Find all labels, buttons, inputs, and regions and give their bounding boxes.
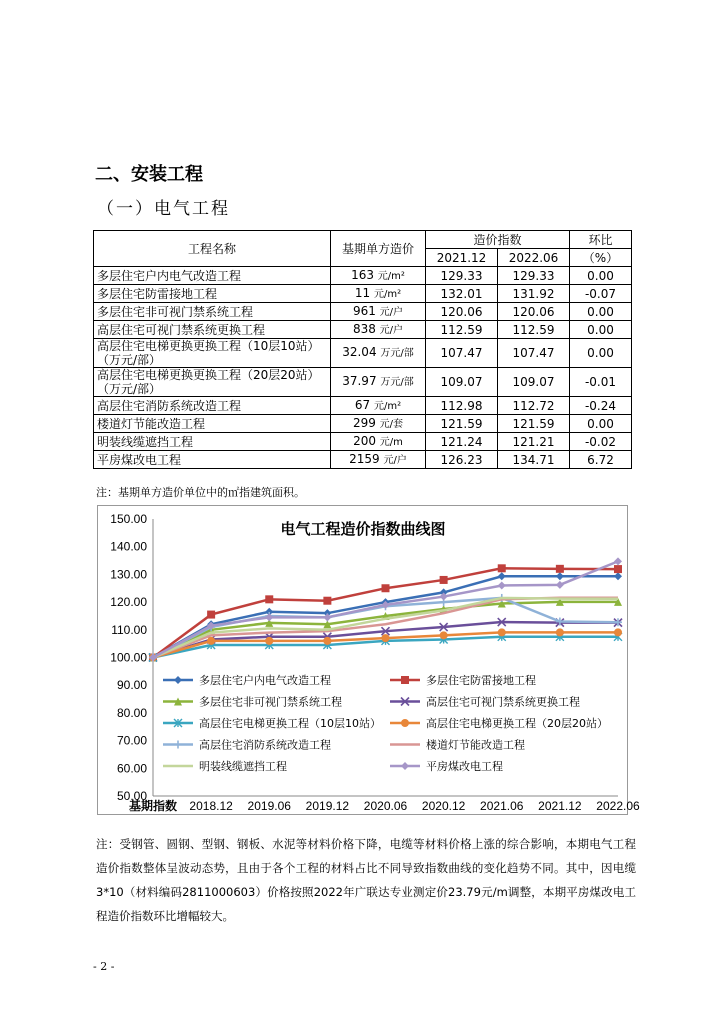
price-unit: 万元/部: [380, 377, 414, 388]
row-base-price: [331, 285, 426, 303]
table-row: [94, 267, 632, 285]
row-name: 高层住宅消防系统改造工程: [94, 397, 331, 415]
data-point: [265, 613, 273, 621]
header-change-unit: （%）: [570, 249, 632, 267]
data-point: [323, 637, 331, 645]
row-change: -0.24: [570, 397, 632, 415]
data-point: [498, 572, 506, 580]
table-row: [94, 368, 632, 397]
data-point: [614, 572, 622, 580]
header-name: 工程名称: [94, 231, 331, 267]
data-point: [498, 628, 506, 636]
price-unit: 元/套: [379, 418, 404, 430]
legend-label: 多层住宅户内电气改造工程: [199, 674, 331, 687]
data-point: [498, 564, 506, 572]
price-unit: 元/m²: [377, 270, 405, 282]
row-index-2021-12: 109.07: [426, 368, 498, 397]
data-point: [556, 565, 564, 573]
y-tick-label: 110.00: [111, 622, 147, 637]
row-change: 0.00: [570, 321, 632, 339]
page-number: - 2 -: [93, 960, 115, 973]
price-unit: 元/m²: [373, 288, 402, 300]
header-period2: 2022.06: [498, 249, 570, 267]
row-name: 平房煤改电工程: [94, 451, 331, 469]
price-value: 838: [352, 321, 380, 336]
section-title: 二、安装工程: [95, 164, 203, 185]
y-tick-label: 90.00: [116, 678, 147, 693]
row-change: 0.00: [570, 303, 632, 321]
row-index-2021-12: 112.98: [426, 397, 498, 415]
data-point: [323, 597, 331, 605]
price-unit: 元/户: [383, 454, 407, 466]
price-value: 37.97: [342, 374, 381, 388]
table-row: [94, 303, 632, 321]
table-row: [94, 397, 632, 415]
x-tick-label: 2019.12: [305, 799, 350, 813]
price-unit: 万元/部: [380, 348, 414, 359]
x-tick-label: 2022.06: [596, 799, 640, 813]
data-point: [174, 676, 182, 684]
legend-label: 高层住宅可视门禁系统更换工程: [426, 695, 580, 709]
row-index-2021-12: 132.01: [426, 285, 498, 303]
price-value: 2159: [349, 451, 384, 466]
row-name: 多层住宅非可视门禁系统工程: [94, 303, 331, 321]
legend-label: 楼道灯节能改造工程: [426, 738, 525, 752]
row-index-2022-06: 129.33: [498, 267, 570, 285]
data-point: [265, 637, 273, 645]
cost-index-table: [93, 230, 632, 469]
row-index-2022-06: 131.92: [498, 285, 570, 303]
table-row: [94, 339, 632, 368]
y-tick-label: 80.00: [116, 705, 147, 720]
x-tick-label: 2021.12: [538, 799, 582, 813]
row-base-price: [331, 321, 426, 339]
data-point: [265, 595, 273, 603]
row-index-2021-12: 126.23: [426, 451, 498, 469]
price-value: 299: [352, 415, 380, 430]
x-tick-label: 2019.06: [247, 799, 291, 813]
legend-label: 多层住宅非可视门禁系统工程: [199, 695, 342, 709]
x-tick-label: 基期指数: [128, 799, 178, 813]
header-base-price: 基期单方造价: [331, 231, 426, 267]
row-index-2021-12: 121.24: [426, 433, 498, 451]
table-row: [94, 451, 632, 469]
row-index-2022-06: 120.06: [498, 303, 570, 321]
legend-label: 平房煤改电工程: [426, 760, 503, 773]
data-point: [401, 676, 409, 684]
data-point: [440, 576, 448, 584]
data-point: [382, 584, 390, 592]
price-value: 163: [351, 267, 378, 282]
x-tick-label: 2020.12: [421, 799, 466, 813]
data-point: [498, 581, 506, 589]
row-base-price: [331, 433, 426, 451]
data-point: [207, 637, 215, 645]
y-tick-label: 50.00: [116, 789, 147, 803]
row-base-price: [331, 451, 426, 469]
row-base-price: [331, 368, 426, 397]
table-row: [94, 285, 632, 303]
price-value: 67: [354, 397, 374, 412]
row-index-2022-06: 121.21: [498, 433, 570, 451]
x-tick-label: 2018.12: [189, 799, 233, 813]
row-name: 明装线缆遮挡工程: [94, 433, 331, 451]
price-value: 32.04: [342, 345, 381, 359]
row-index-2021-12: 129.33: [426, 267, 498, 285]
price-value: 961: [352, 303, 380, 318]
row-name: 多层住宅户内电气改造工程: [94, 267, 331, 285]
row-change: 0.00: [570, 415, 632, 433]
row-name: 高层住宅电梯更换更换工程（10层10站）（万元/部）: [94, 339, 331, 368]
table-note: 注：基期单方造价单位中的㎡指建筑面积。: [96, 486, 305, 499]
y-tick-label: 130.00: [110, 567, 147, 582]
price-unit: 元/户: [379, 324, 404, 336]
chart-note: 注：受钢管、圆钢、型钢、钢板、水泥等材料价格下降，电缆等材料价格上涨的综合影响，本期电气工程造价指数整体呈波动态势，且由于各个工程的材料占比不同导致指数曲线的变化趋势不同。其中，因电缆3*10（材料编码2811000603）价格按照2022年广联达专业测定价23.79元/m调整，本期平房煤改电工程造价指数环比增幅较大。: [96, 837, 636, 923]
table-row: [94, 415, 632, 433]
data-point: [556, 628, 564, 636]
row-change: 0.00: [570, 339, 632, 368]
data-point: [614, 557, 622, 565]
y-tick-label: 70.00: [116, 733, 147, 748]
row-name: 高层住宅电梯更换更换工程（20层20站）（万元/部）: [94, 368, 331, 397]
row-index-2021-12: 120.06: [426, 303, 498, 321]
y-tick-label: 140.00: [110, 539, 147, 554]
legend-label: 高层住宅消防系统改造工程: [199, 738, 331, 752]
data-point: [614, 565, 622, 573]
row-change: -0.07: [570, 285, 632, 303]
data-point: [556, 581, 564, 589]
price-value: 11: [354, 285, 374, 300]
data-point: [401, 762, 409, 770]
data-point: [323, 613, 331, 621]
data-point: [614, 628, 622, 636]
row-index-2021-12: 121.59: [426, 415, 498, 433]
price-unit: 元/m²: [373, 400, 402, 412]
row-base-price: [331, 415, 426, 433]
data-point: [207, 611, 215, 619]
data-point: [556, 572, 564, 580]
price-unit: 元/m: [379, 436, 403, 448]
chart-title: 电气工程造价指数曲线图: [280, 520, 446, 538]
row-name: 楼道灯节能改造工程: [94, 415, 331, 433]
data-point: [382, 634, 390, 642]
table-row: [94, 321, 632, 339]
subsection-title: （一）电气工程: [97, 199, 230, 219]
row-index-2021-12: 112.59: [426, 321, 498, 339]
data-point: [440, 631, 448, 639]
x-tick-label: 2020.06: [363, 799, 408, 813]
row-change: 6.72: [570, 451, 632, 469]
line-chart: [98, 506, 640, 814]
row-name: 多层住宅防雷接地工程: [94, 285, 331, 303]
price-value: 200: [353, 433, 380, 448]
header-change: 环比: [570, 231, 632, 249]
row-base-price: [331, 267, 426, 285]
legend-label: 明装线缆遮挡工程: [199, 760, 287, 773]
row-base-price: [331, 397, 426, 415]
row-index-2022-06: 107.47: [498, 339, 570, 368]
row-change: -0.02: [570, 433, 632, 451]
legend-label: 高层住宅电梯更换工程（10层10站）: [199, 717, 381, 730]
row-index-2022-06: 112.72: [498, 397, 570, 415]
row-base-price: [331, 303, 426, 321]
y-tick-label: 120.00: [110, 595, 147, 610]
y-tick-label: 60.00: [116, 761, 147, 776]
row-index-2022-06: 121.59: [498, 415, 570, 433]
price-unit: 元/户: [379, 306, 404, 318]
row-index-2022-06: 109.07: [498, 368, 570, 397]
row-index-2022-06: 134.71: [498, 451, 570, 469]
legend-label: 多层住宅防雷接地工程: [426, 674, 536, 687]
row-index-2021-12: 107.47: [426, 339, 498, 368]
header-period1: 2021.12: [426, 249, 498, 267]
chart-container: [97, 505, 640, 815]
row-base-price: [331, 339, 426, 368]
legend-label: 高层住宅电梯更换工程（20层20站）: [426, 717, 608, 730]
y-tick-label: 100.00: [110, 650, 147, 665]
row-change: 0.00: [570, 267, 632, 285]
data-point: [401, 719, 409, 727]
y-tick-label: 150.00: [110, 512, 147, 526]
table-row: [94, 433, 632, 451]
header-index: 造价指数: [426, 231, 570, 249]
row-change: -0.01: [570, 368, 632, 397]
x-tick-label: 2021.06: [480, 799, 524, 813]
row-name: 高层住宅可视门禁系统更换工程: [94, 321, 331, 339]
row-index-2022-06: 112.59: [498, 321, 570, 339]
